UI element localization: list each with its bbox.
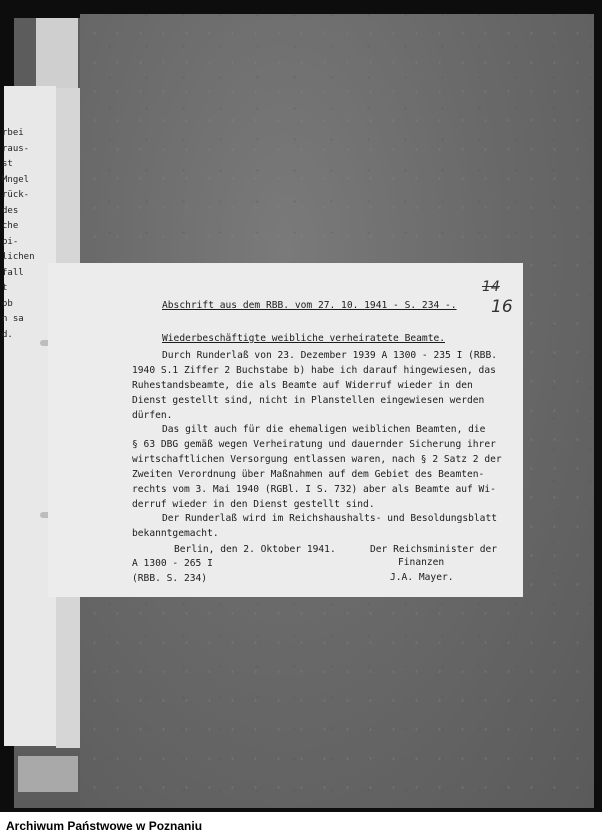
document-heading: Abschrift aus dem RBB. vom 27. 10. 1941 - S. 234 -. xyxy=(162,300,457,311)
paragraph1-line: 1940 S.1 Ziffer 2 Buchstabe b) habe ich darauf hingewiesen, das xyxy=(132,365,496,376)
margin-fragment: che xyxy=(2,221,19,231)
paragraph1-line: Dienst gestellt sind, nicht in Planstellen eingewiesen werden xyxy=(132,395,485,406)
paragraph2-line: Zweiten Verordnung über Maßnahmen auf dem Gebiet des Beamten- xyxy=(132,469,485,480)
folio-number: 16 xyxy=(491,297,513,317)
paragraph2-line: rechts vom 3. Mai 1940 (RGBl. I S. 732) aber als Beamte auf Wi- xyxy=(132,484,496,495)
margin-fragment: n sa xyxy=(2,314,24,324)
place-date: Berlin, den 2. Oktober 1941. xyxy=(174,544,336,555)
paragraph1-line: dürfen. xyxy=(132,410,173,421)
paragraph2-line: § 63 DBG gemäß wegen Verheiratung und dauernder Sicherung ihrer xyxy=(132,439,496,450)
paragraph2-line: derruf wieder in den Dienst gestellt sind. xyxy=(132,499,375,510)
paragraph3-line: Der Runderlaß wird im Reichshaushalts- und Besoldungsblatt xyxy=(162,513,498,524)
margin-fragment: Mngel xyxy=(2,174,30,185)
tab-paper xyxy=(36,18,78,88)
margin-fragment: ob xyxy=(2,298,13,309)
archive-name: Archiwum Państwowe w Poznaniu xyxy=(6,819,203,833)
signer-title: Der Reichsminister der xyxy=(370,544,498,555)
binder-foot xyxy=(18,756,78,792)
margin-fragment: raus- xyxy=(2,143,30,154)
margin-fragment: pi- xyxy=(2,236,19,247)
document-subject: Wiederbeschäftigte weibliche verheiratete Beamte. xyxy=(162,333,446,344)
margin-fragment: d. xyxy=(2,329,13,340)
margin-fragment: rück- xyxy=(2,190,30,200)
margin-fragment: st xyxy=(2,159,13,169)
signer-title: Finanzen xyxy=(398,557,445,568)
file-number: A 1300 - 265 I xyxy=(132,558,213,569)
margin-fragment: rbei xyxy=(2,128,24,138)
signer-name: J.A. Mayer. xyxy=(390,572,454,583)
margin-fragment: lichen xyxy=(2,252,35,262)
paragraph2-line: Das gilt auch für die ehemaligen weiblichen Beamten, die xyxy=(162,424,486,435)
paragraph3-line: bekanntgemacht. xyxy=(132,528,219,539)
folio-number-crossed: 14 xyxy=(482,279,500,295)
underlying-page-text xyxy=(2,126,54,343)
margin-fragment: des xyxy=(2,205,19,216)
archive-footer xyxy=(0,812,602,840)
paragraph1-line: Durch Runderlaß von 23. Dezember 1939 A 1300 - 235 I (RBB. xyxy=(162,350,498,361)
margin-fragment: t xyxy=(2,283,8,293)
paragraph2-line: wirtschaftlichen Versorgung entlassen waren, nach § 2 Satz 2 der xyxy=(132,454,502,465)
paragraph1-line: Ruhestandsbeamte, die als Beamte auf Widerruf wieder in den xyxy=(132,380,473,391)
margin-fragment: fall xyxy=(2,267,24,278)
reference: (RBB. S. 234) xyxy=(132,573,208,584)
